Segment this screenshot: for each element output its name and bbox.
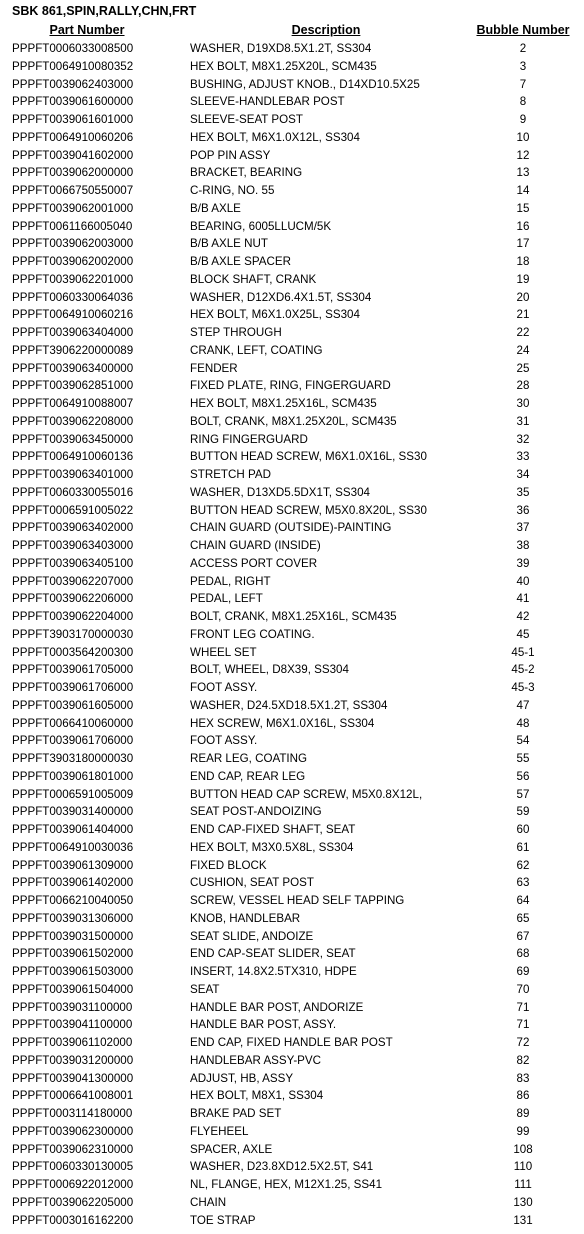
bubble-number-cell: 19	[516, 272, 530, 286]
table-row	[0, 466, 584, 484]
description-cell: WASHER, D23.8XD12.5X2.5T, S41	[190, 1160, 374, 1174]
bubble-number-cell: 34	[516, 468, 530, 481]
bubble-number-cell: 13	[516, 166, 530, 180]
part-number-cell: PPPFT0039063402000	[12, 521, 134, 535]
part-number-cell: PPPFT0039062851000	[12, 379, 134, 393]
table-row	[0, 502, 584, 520]
table-header	[0, 21, 584, 39]
bubble-number-cell: 7	[519, 77, 527, 91]
part-number-cell: PPPFT0060330130005	[12, 1160, 134, 1174]
bubble-number-cell: 56	[516, 769, 530, 783]
part-number-cell: PPPFT0003114180000	[12, 1107, 133, 1120]
bubble-number-header: Bubble Number	[476, 23, 570, 37]
bubble-number-cell: 14	[516, 184, 530, 197]
part-number-cell: PPPFT0039041602000	[12, 148, 134, 162]
table-row	[0, 1123, 584, 1141]
bubble-number-cell: 62	[516, 858, 530, 872]
bubble-number-cell: 42	[516, 610, 530, 623]
description-cell: CUSHION, SEAT POST	[190, 876, 314, 890]
bubble-number-cell: 65	[516, 911, 530, 925]
part-number-cell: PPPFT0039062002000	[12, 255, 134, 268]
description-cell: BEARING, 6005LLUCM/5K	[190, 219, 332, 233]
part-number-cell: PPPFT0064910060216	[12, 308, 134, 322]
table-row	[0, 821, 584, 839]
description-cell: B/B AXLE	[190, 201, 241, 215]
bubble-number-cell: 48	[516, 716, 530, 730]
description-cell: FOOT ASSY.	[190, 734, 258, 748]
table-row	[0, 129, 584, 147]
part-number-cell: PPPFT0066410060000	[12, 716, 134, 730]
part-number-cell: PPPFT0039061502000	[12, 947, 134, 961]
part-number-cell: PPPFT0039061503000	[12, 965, 134, 978]
bubble-number-cell: 108	[513, 1142, 533, 1156]
bubble-number-cell: 72	[516, 1036, 530, 1049]
table-row	[0, 342, 584, 360]
bubble-number-cell: 39	[516, 556, 530, 570]
table-row	[0, 377, 584, 395]
table-row	[0, 1176, 584, 1194]
table-row	[0, 1212, 584, 1230]
part-number-cell: PPPFT0039061605000	[12, 698, 134, 712]
table-row	[0, 306, 584, 324]
bubble-number-cell: 55	[516, 752, 530, 765]
part-number-cell: PPPFT0006922012000	[12, 1178, 134, 1191]
part-number-cell: PPPFT0006591005009	[12, 787, 134, 801]
description-cell: WASHER, D24.5XD18.5X1.2T, SS304	[190, 698, 388, 712]
description-cell: PEDAL, LEFT	[190, 592, 263, 606]
table-row	[0, 218, 584, 236]
part-number-cell: PPPFT0039062403000	[12, 77, 134, 91]
bubble-number-cell: 41	[516, 592, 530, 606]
description-cell: HEX BOLT, M6X1.0X12L, SS304	[190, 130, 360, 144]
bubble-number-cell: 110	[513, 1160, 533, 1174]
parts-table-body	[0, 40, 584, 1229]
bubble-number-cell: 45-3	[511, 681, 535, 694]
table-row	[0, 857, 584, 875]
part-number-cell: PPPFT0039062208000	[12, 414, 134, 428]
table-row	[0, 644, 584, 662]
description-cell: SCREW, VESSEL HEAD SELF TAPPING	[190, 894, 405, 907]
bubble-number-cell: 89	[516, 1107, 530, 1120]
table-row	[0, 1105, 584, 1123]
bubble-number-cell: 17	[516, 237, 530, 251]
table-row	[0, 147, 584, 165]
bubble-number-cell: 60	[516, 823, 530, 836]
table-row	[0, 661, 584, 679]
table-row	[0, 395, 584, 413]
bubble-number-cell: 99	[516, 1124, 530, 1138]
description-cell: BRACKET, BEARING	[190, 166, 303, 180]
part-number-cell: PPPFT0039061705000	[12, 663, 134, 677]
part-number-cell: PPPFT3903180000030	[12, 752, 134, 765]
part-number-cell: PPPFT0039041300000	[12, 1071, 134, 1085]
part-number-cell: PPPFT0039062206000	[12, 592, 134, 606]
description-cell: RING FINGERGUARD	[190, 432, 308, 446]
description-cell: CHAIN	[190, 1195, 227, 1209]
description-cell: BLOCK SHAFT, CRANK	[190, 272, 317, 286]
table-row	[0, 910, 584, 928]
description-cell: BUTTON HEAD SCREW, M5X0.8X20L, SS30	[190, 503, 427, 517]
part-number-cell: PPPFT0039062300000	[12, 1124, 134, 1138]
bubble-number-cell: 47	[516, 698, 530, 712]
bubble-number-cell: 36	[516, 503, 530, 517]
table-row	[0, 803, 584, 821]
description-cell: SEAT	[190, 982, 220, 996]
table-row	[0, 40, 584, 58]
bubble-number-cell: 131	[513, 1213, 533, 1227]
table-row	[0, 945, 584, 963]
bubble-number-cell: 16	[516, 219, 530, 233]
description-cell: END CAP, FIXED HANDLE BAR POST	[190, 1036, 393, 1049]
part-number-cell: PPPFT0064910060206	[12, 130, 134, 144]
description-cell: FIXED PLATE, RING, FINGERGUARD	[190, 379, 391, 393]
document-title: SBK 861,SPIN,RALLY,CHN,FRT	[12, 4, 197, 18]
table-row	[0, 999, 584, 1017]
part-number-cell: PPPFT0039063450000	[12, 432, 134, 446]
table-row	[0, 768, 584, 786]
description-cell: STRETCH PAD	[190, 468, 271, 481]
bubble-number-cell: 69	[516, 965, 530, 978]
bubble-number-cell: 71	[516, 1000, 530, 1014]
table-row	[0, 182, 584, 200]
table-row	[0, 289, 584, 307]
bubble-number-cell: 38	[516, 539, 530, 552]
bubble-number-cell: 64	[516, 894, 530, 907]
part-number-cell: PPPFT0064910088007	[12, 397, 134, 410]
description-cell: WASHER, D13XD5.5DX1T, SS304	[190, 485, 370, 499]
table-row	[0, 519, 584, 537]
part-number-cell: PPPFT0039062204000	[12, 610, 134, 623]
bubble-number-cell: 37	[516, 521, 530, 535]
part-number-cell: PPPFT0039063405100	[12, 556, 134, 570]
part-number-cell: PPPFT0066750550007	[12, 184, 134, 197]
part-number-cell: PPPFT0039031200000	[12, 1053, 134, 1067]
bubble-number-cell: 68	[516, 947, 530, 961]
part-number-cell: PPPFT0039062003000	[12, 237, 134, 251]
bubble-number-cell: 10	[516, 130, 530, 144]
bubble-number-cell: 54	[516, 734, 530, 748]
bubble-number-cell: 71	[516, 1018, 530, 1032]
part-number-cell: PPPFT0039061801000	[12, 769, 134, 783]
bubble-number-cell: 20	[516, 290, 530, 304]
part-number-cell: PPPFT0039061601000	[12, 113, 134, 126]
part-number-cell: PPPFT0006033008500	[12, 42, 134, 55]
part-number-cell: PPPFT0039031100000	[12, 1000, 133, 1014]
bubble-number-cell: 9	[519, 113, 527, 126]
part-number-cell: PPPFT0039063404000	[12, 326, 134, 339]
table-row	[0, 484, 584, 502]
table-row	[0, 200, 584, 218]
bubble-number-cell: 30	[516, 397, 530, 410]
table-row	[0, 963, 584, 981]
bubble-number-cell: 32	[516, 432, 530, 446]
description-cell: HEX BOLT, M6X1.0X25L, SS304	[190, 308, 360, 322]
bubble-number-cell: 35	[516, 485, 530, 499]
description-cell: SLEEVE-SEAT POST	[190, 113, 303, 126]
part-number-cell: PPPFT0039061102000	[12, 1036, 133, 1049]
part-number-cell: PPPFT0039063401000	[12, 468, 134, 481]
description-cell: CRANK, LEFT, COATING	[190, 343, 323, 357]
bubble-number-cell: 8	[519, 95, 527, 109]
part-number-cell: PPPFT0003016162200	[12, 1213, 134, 1227]
table-row	[0, 448, 584, 466]
description-cell: BUTTON HEAD SCREW, M6X1.0X16L, SS30	[190, 450, 427, 464]
description-cell: TOE STRAP	[190, 1213, 256, 1227]
description-cell: HANDLEBAR ASSY-PVC	[190, 1053, 322, 1067]
description-cell: BUSHING, ADJUST KNOB., D14XD10.5X25	[190, 77, 420, 91]
table-row	[0, 626, 584, 644]
bubble-number-cell: 82	[516, 1053, 530, 1067]
part-number-cell: PPPFT0039062000000	[12, 166, 134, 180]
bubble-number-cell: 45-1	[511, 645, 535, 659]
description-cell: BUTTON HEAD CAP SCREW, M5X0.8X12L,	[190, 787, 423, 801]
description-cell: END CAP-FIXED SHAFT, SEAT	[190, 823, 356, 836]
part-number-cell: PPPFT0003564200300	[12, 645, 134, 659]
part-number-cell: PPPFT0039062205000	[12, 1195, 134, 1209]
description-cell: STEP THROUGH	[190, 326, 282, 339]
bubble-number-cell: 40	[516, 574, 530, 588]
table-row	[0, 750, 584, 768]
part-number-cell: PPPFT3906220000089	[12, 343, 134, 357]
table-row	[0, 93, 584, 111]
part-number-cell: PPPFT0039061504000	[12, 982, 134, 996]
description-cell: PEDAL, RIGHT	[190, 574, 271, 588]
description-cell: C-RING, NO. 55	[190, 184, 275, 197]
description-cell: HEX BOLT, M3X0.5X8L, SS304	[190, 840, 354, 854]
table-row	[0, 1141, 584, 1159]
bubble-number-cell: 83	[516, 1071, 530, 1085]
table-row	[0, 590, 584, 608]
description-cell: FOOT ASSY.	[190, 681, 258, 694]
part-number-cell: PPPFT0039031400000	[12, 805, 134, 819]
bubble-number-cell: 31	[516, 414, 530, 428]
table-row	[0, 786, 584, 804]
table-row	[0, 1087, 584, 1105]
bubble-number-cell: 3	[519, 59, 527, 73]
part-number-cell: PPPFT0064910030036	[12, 840, 134, 854]
part-number-cell: PPPFT0039061309000	[12, 858, 134, 872]
part-number-header: Part Number	[49, 23, 125, 37]
bubble-number-cell: 28	[516, 379, 530, 393]
bubble-number-cell: 67	[516, 929, 530, 943]
table-row	[0, 981, 584, 999]
description-cell: CHAIN GUARD (OUTSIDE)-PAINTING	[190, 521, 392, 535]
table-row	[0, 537, 584, 555]
description-cell: SEAT POST-ANDOIZING	[190, 805, 322, 819]
description-cell: WASHER, D19XD8.5X1.2T, SS304	[190, 42, 372, 55]
table-row	[0, 76, 584, 94]
table-row	[0, 324, 584, 342]
description-cell: NL, FLANGE, HEX, M12X1.25, SS41	[190, 1178, 383, 1191]
table-row	[0, 608, 584, 626]
description-cell: HANDLE BAR POST, ANDORIZE	[190, 1000, 364, 1014]
description-cell: ACCESS PORT COVER	[190, 556, 318, 570]
part-number-cell: PPPFT0039061600000	[12, 95, 134, 109]
description-cell: END CAP-SEAT SLIDER, SEAT	[190, 947, 356, 961]
part-number-cell: PPPFT0039063400000	[12, 361, 134, 375]
table-row	[0, 360, 584, 378]
table-row	[0, 1016, 584, 1034]
description-cell: WASHER, D12XD6.4X1.5T, SS304	[190, 290, 372, 304]
part-number-cell: PPPFT0039061706000	[12, 734, 134, 748]
description-cell: HEX BOLT, M8X1, SS304	[190, 1089, 324, 1103]
bubble-number-cell: 12	[516, 148, 530, 162]
part-number-cell: PPPFT0006641008001	[12, 1089, 134, 1103]
part-number-cell: PPPFT0061166005040	[12, 219, 133, 233]
description-cell: FLYEHEEL	[190, 1124, 249, 1138]
description-cell: POP PIN ASSY	[190, 148, 271, 162]
bubble-number-cell: 61	[516, 840, 530, 854]
table-row	[0, 235, 584, 253]
description-cell: REAR LEG, COATING	[190, 752, 308, 765]
table-row	[0, 1052, 584, 1070]
bubble-number-cell: 22	[516, 326, 530, 339]
table-row	[0, 1070, 584, 1088]
part-number-cell: PPPFT0039062001000	[12, 201, 134, 215]
part-number-cell: PPPFT0039031306000	[12, 911, 134, 925]
part-number-cell: PPPFT0060330064036	[12, 290, 134, 304]
part-number-cell: PPPFT0039061402000	[12, 876, 134, 890]
bubble-number-cell: 70	[516, 982, 530, 996]
table-row	[0, 732, 584, 750]
table-row	[0, 928, 584, 946]
table-row	[0, 573, 584, 591]
part-number-cell: PPPFT0039063403000	[12, 539, 134, 552]
part-number-cell: PPPFT0039061404000	[12, 823, 134, 836]
table-row	[0, 1194, 584, 1212]
description-cell: BOLT, CRANK, M8X1.25X20L, SCM435	[190, 414, 397, 428]
description-cell: FENDER	[190, 361, 238, 375]
description-cell: FIXED BLOCK	[190, 858, 267, 872]
table-row	[0, 715, 584, 733]
bubble-number-cell: 57	[516, 787, 530, 801]
table-row	[0, 431, 584, 449]
description-cell: SPACER, AXLE	[190, 1142, 273, 1156]
bubble-number-cell: 2	[519, 42, 527, 55]
bubble-number-cell: 111	[514, 1178, 532, 1191]
table-row	[0, 413, 584, 431]
part-number-cell: PPPFT3903170000030	[12, 627, 134, 641]
bubble-number-cell: 63	[516, 876, 530, 890]
bubble-number-cell: 25	[516, 361, 530, 375]
table-row	[0, 111, 584, 129]
table-row	[0, 697, 584, 715]
description-cell: HEX BOLT, M8X1.25X20L, SCM435	[190, 59, 377, 73]
part-number-cell: PPPFT0039062207000	[12, 574, 134, 588]
bubble-number-cell: 21	[516, 308, 530, 322]
bubble-number-cell: 18	[516, 255, 530, 268]
description-cell: INSERT, 14.8X2.5TX310, HDPE	[190, 965, 357, 978]
bubble-number-cell: 45-2	[511, 663, 535, 677]
description-cell: CHAIN GUARD (INSIDE)	[190, 539, 321, 552]
description-cell: B/B AXLE NUT	[190, 237, 268, 251]
table-row	[0, 555, 584, 573]
part-number-cell: PPPFT0039041100000	[12, 1018, 133, 1032]
part-number-cell: PPPFT0064910060136	[12, 450, 134, 464]
description-cell: KNOB, HANDLEBAR	[190, 911, 301, 925]
part-number-cell: PPPFT0039062201000	[12, 272, 134, 286]
description-cell: ADJUST, HB, ASSY	[190, 1071, 294, 1085]
description-cell: SLEEVE-HANDLEBAR POST	[190, 95, 345, 109]
part-number-cell: PPPFT0066210040050	[12, 894, 134, 907]
bubble-number-cell: 24	[516, 343, 530, 357]
table-row	[0, 839, 584, 857]
part-number-cell: PPPFT0039062310000	[12, 1142, 134, 1156]
description-cell: FRONT LEG COATING.	[190, 627, 315, 641]
bubble-number-cell: 45	[516, 627, 530, 641]
table-row	[0, 892, 584, 910]
part-number-cell: PPPFT0006591005022	[12, 503, 134, 517]
table-row	[0, 1034, 584, 1052]
bubble-number-cell: 86	[516, 1089, 530, 1103]
table-row	[0, 58, 584, 76]
description-cell: END CAP, REAR LEG	[190, 769, 306, 783]
table-row	[0, 1158, 584, 1176]
bubble-number-cell: 33	[516, 450, 530, 464]
table-row	[0, 679, 584, 697]
description-cell: HEX BOLT, M8X1.25X16L, SCM435	[190, 397, 377, 410]
table-row	[0, 164, 584, 182]
table-row	[0, 874, 584, 892]
description-cell: BOLT, WHEEL, D8X39, SS304	[190, 663, 349, 677]
description-cell: HEX SCREW, M6X1.0X16L, SS304	[190, 716, 375, 730]
description-cell: B/B AXLE SPACER	[190, 255, 291, 268]
part-number-cell: PPPFT0039061706000	[12, 681, 134, 694]
table-row	[0, 253, 584, 271]
part-number-cell: PPPFT0039031500000	[12, 929, 134, 943]
part-number-cell: PPPFT0064910080352	[12, 59, 134, 73]
description-cell: WHEEL SET	[190, 645, 257, 659]
description-cell: HANDLE BAR POST, ASSY.	[190, 1018, 337, 1032]
bubble-number-cell: 59	[516, 805, 530, 819]
bubble-number-cell: 15	[516, 201, 530, 215]
bubble-number-cell: 130	[513, 1195, 533, 1209]
description-cell: BRAKE PAD SET	[190, 1107, 282, 1120]
description-cell: BOLT, CRANK, M8X1.25X16L, SCM435	[190, 610, 397, 623]
part-number-cell: PPPFT0060330055016	[12, 485, 134, 499]
table-row	[0, 271, 584, 289]
description-cell: SEAT SLIDE, ANDOIZE	[190, 929, 314, 943]
description-header: Description	[291, 23, 361, 37]
